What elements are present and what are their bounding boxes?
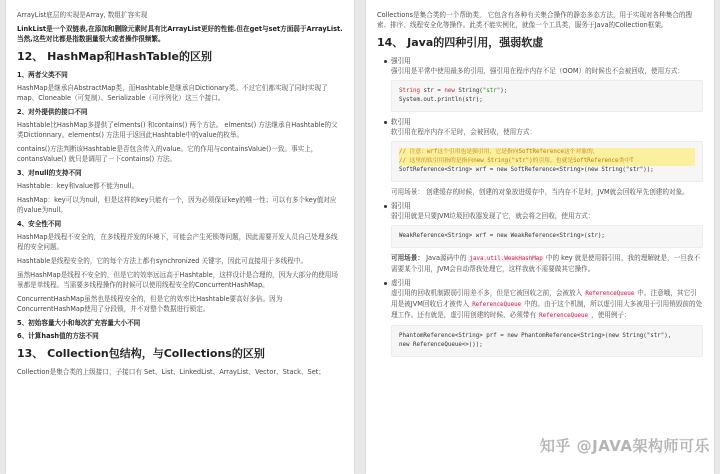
left-page bbox=[6, 0, 354, 474]
q2-title: 2、对外提供的接口不同 bbox=[17, 108, 88, 116]
q3-text-2: HashMap：key可以为null，但是这样的key只能有一个，因为必须保证key的唯一性；可以有多个key值对应的value为null。 bbox=[17, 196, 337, 214]
soft-ref-code: // 注意：wrf这个引用也是强引用，它是指向SoftReference这个对象的， // 这里的软引用指的是指向new String("str")的引用，也就是SoftReference类中T SoftReference<String> wrf = new SoftReference<String>(new String("str")); bbox=[391, 141, 703, 182]
phantom-ref-code: PhantomReference<String> prf = new PhantomReference<String>(new String("str"), new ReferenceQueue<>()); bbox=[391, 325, 703, 357]
strong-ref-label: 强引用 bbox=[383, 56, 703, 66]
weak-ref-text: 弱引用就是只要JVM垃圾回收器发现了它，就会将之回收，使用方式： bbox=[391, 212, 595, 220]
soft-ref-usage: 可用场景： 创建缓存的时候，创建的对象放进缓存中，当内存不足时，JVM就会回收早先创建的对象。 bbox=[391, 188, 689, 196]
phantom-ref-list bbox=[383, 278, 703, 288]
strong-ref-list bbox=[383, 56, 703, 66]
weak-ref-usage: 可用场景： Java源码中的 java.util.WeakHashMap 中的 key 就是使用弱引用，我的理解就是，一旦我不需要某个引用，JVM会自动帮我处理它，这样我就不需要做其它操作。 bbox=[391, 254, 701, 273]
linklist-note: LinkList是一个双链表,在添加和删除元素时具有比ArrayList更好的性能.但在get与set方面弱于ArrayList.当然,这些对比都是指数据量很大或者操作很频繁。 bbox=[17, 25, 343, 43]
soft-ref-list bbox=[383, 117, 703, 127]
q3-title: 3、对null的支持不同 bbox=[17, 169, 82, 177]
phantom-ref-text: 虚引用的回收机制跟弱引用差不多，但是它被回收之前，会被放入 ReferenceQueue 中。注意哦，其它引用是被JVM回收后才被传入 ReferenceQueue 中的。由于这个机制，所以虚引用大多被用于引用销毁前的处理工作。还有就是，虚引用创建的时候，必须带有 ReferenceQueue ，使用例子： bbox=[391, 289, 703, 319]
right-page bbox=[366, 0, 714, 474]
zhihu-watermark: 知乎 @JAVA架构师可乐 bbox=[539, 437, 710, 455]
section-14-title: 14、 Java的四种引用，强弱软虚 bbox=[377, 36, 544, 49]
q4-text-3: 虽然HashMap是线程不安全的，但是它的效率远远高于Hashtable，这样设计是合理的，因为大部分的使用场景都是单线程。当需要多线程操作的时候可以使用线程安全的ConcurrentHashMap。 bbox=[17, 271, 338, 289]
q1-text: HashMap是继承自AbstractMap类，而Hashtable是继承自Dictionary类。不过它们都实现了同时实现了map、Cloneable（可复制）、Serializable（可序列化）这三个接口。 bbox=[17, 84, 328, 102]
section-13-title: 13、 Collection包结构，与Collections的区别 bbox=[17, 347, 265, 360]
q5-title: 5、初始容量大小和每次扩充容量大小不同 bbox=[17, 319, 141, 327]
q4-title: 4、安全性不同 bbox=[17, 220, 62, 228]
q2-text-2: contains()方法判断该Hashtable是否包含传入的value。它的作用与containsValue()一致。事实上，contansValue() 就只是调用了一下contains() 方法。 bbox=[17, 145, 318, 163]
strong-ref-code: String str = new String("str"); System.out.println(str); bbox=[391, 80, 703, 112]
q2-text-1: Hashtable比HashMap多提供了elments() 和contains() 两个方法。 elments() 方法继承自Hashtable的父类Dictionnary。elements() 方法用于返回此Hashtable中的value的枚举。 bbox=[17, 121, 338, 139]
q1-title: 1、两者父类不同 bbox=[17, 71, 68, 79]
soft-ref-label: 软引用 bbox=[383, 117, 703, 127]
q4-text-1: HashMap是线程不安全的，在多线程并发的环境下，可能会产生死锁等问题，因此需要开发人员自己处理多线程的安全问题。 bbox=[17, 233, 338, 251]
weak-ref-label: 弱引用 bbox=[383, 201, 703, 211]
section-12-title: 12、 HashMap和HashTable的区别 bbox=[17, 50, 213, 63]
strong-ref-text: 强引用是平常中使用最多的引用，强引用在程序内存不足（OOM）的时候也不会被回收，使用方式： bbox=[391, 67, 685, 75]
q3-text-1: Hashtable：key和value都不能为null。 bbox=[17, 182, 139, 190]
phantom-ref-label: 虚引用 bbox=[383, 278, 703, 288]
collections-intro: Collections是集合类的一个帮助类， 它包含有各种有关集合操作的静态多态方法，用于实现对各种集合的搜索、排序、线程安全化等操作。此类不能实例化，就像一个工具类，服务于Java的Collection框架。 bbox=[377, 11, 693, 29]
soft-ref-text: 软引用在程序内存不足时，会被回收，使用方式： bbox=[391, 128, 537, 136]
weak-ref-list bbox=[383, 201, 703, 211]
q4-text-2: Hashtable是线程安全的，它的每个方法上都有synchronized 关键字，因此可直接用于多线程中。 bbox=[17, 257, 308, 265]
section-13-text: Collection是集合类的上级接口，子接口有 Set、List、LinkedList、ArrayList、Vector、Stack、Set； bbox=[17, 368, 325, 376]
q4-text-4: ConcurrentHashMap虽然也是线程安全的，但是它的效率比Hashtable要高好多倍。因为ConcurrentHashMap使用了分段锁，并不对整个数据进行锁定。 bbox=[17, 295, 283, 313]
arraylist-note: ArrayList底层的实现是Array, 数组扩容实现 bbox=[17, 11, 148, 19]
q6-title: 6、计算hash值的方法不同 bbox=[17, 332, 99, 340]
weak-ref-code: WeakReference<String> wrf = new WeakReference<String>(str); bbox=[391, 225, 703, 248]
